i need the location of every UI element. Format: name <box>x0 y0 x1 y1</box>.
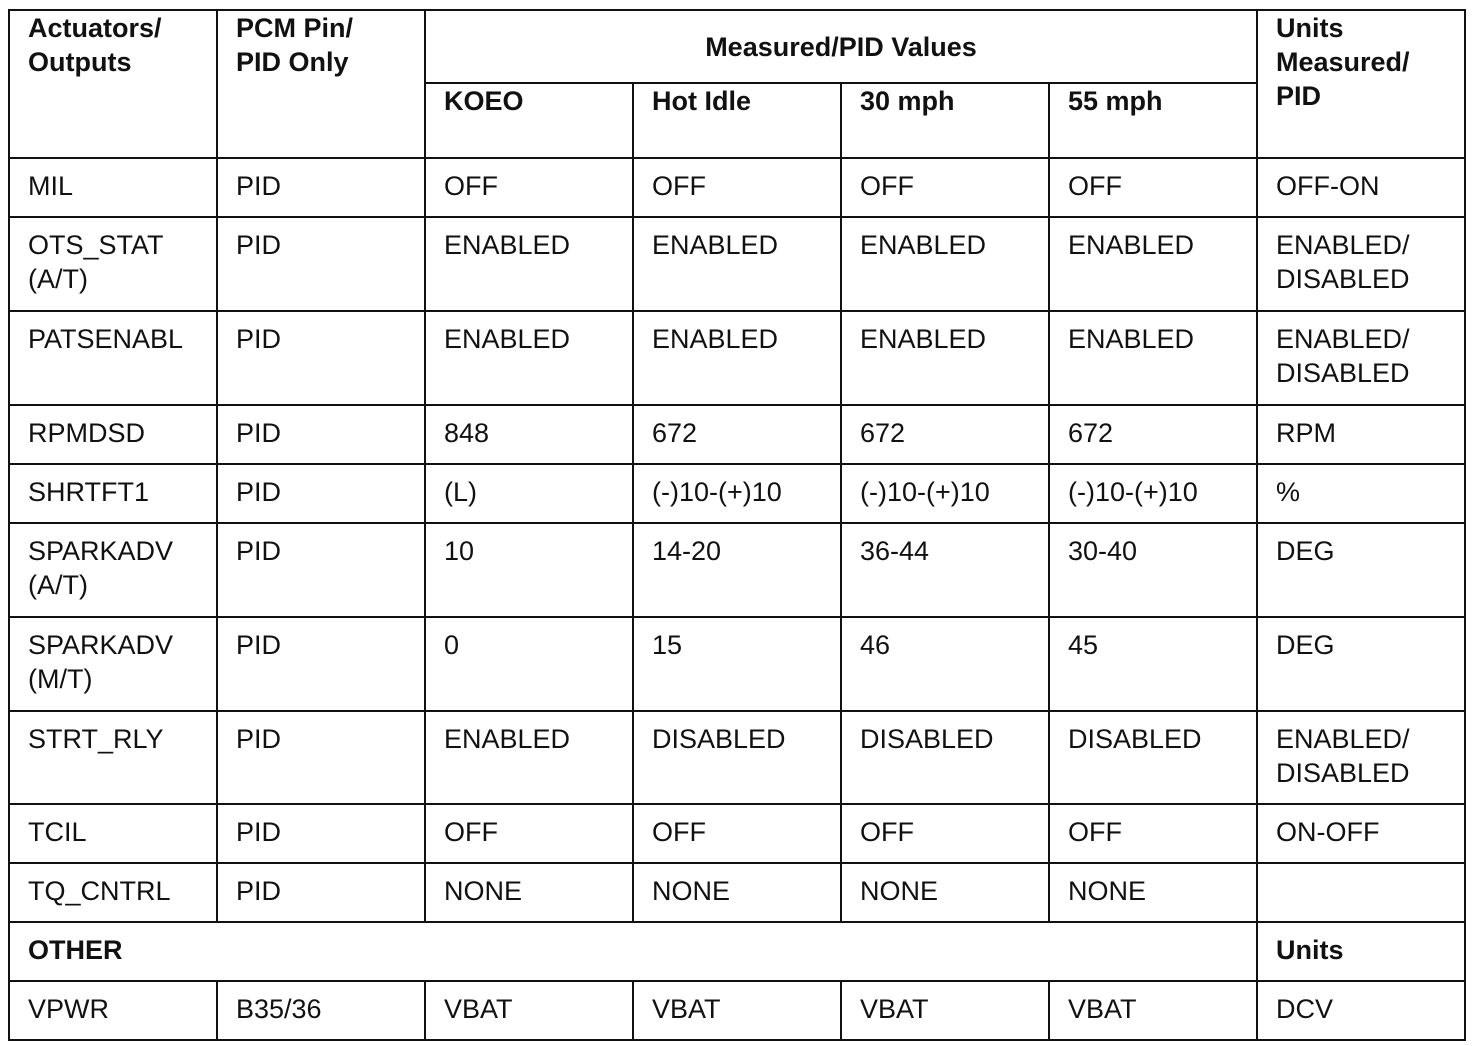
cell-30-mph <box>841 311 1049 405</box>
cell-units <box>1257 464 1465 523</box>
cell-koeo-line: OFF <box>444 171 498 201</box>
cell-55-mph <box>1049 981 1257 1040</box>
cell-units-line: ON-OFF <box>1276 817 1380 847</box>
cell-actuator-name-line: VPWR <box>28 994 109 1024</box>
cell-units-line: ENABLED/ <box>1276 230 1410 260</box>
cell-hot-idle <box>633 217 841 311</box>
cell-units-line: ENABLED/ <box>1276 724 1410 754</box>
other-section-units-label: Units <box>1257 922 1465 981</box>
table-row <box>9 405 1465 464</box>
table-row <box>9 217 1465 311</box>
cell-55-mph-line: 672 <box>1068 418 1114 448</box>
cell-hot-idle <box>633 804 841 863</box>
cell-hot-idle <box>633 464 841 523</box>
cell-55-mph <box>1049 464 1257 523</box>
cell-units-line: OFF-ON <box>1276 171 1380 201</box>
cell-koeo <box>425 464 633 523</box>
cell-actuator-name <box>9 311 217 405</box>
cell-hot-idle <box>633 311 841 405</box>
cell-hot-idle-line: DISABLED <box>652 724 786 754</box>
cell-actuator-name-line: TCIL <box>28 817 87 847</box>
cell-30-mph <box>841 617 1049 711</box>
cell-55-mph <box>1049 405 1257 464</box>
cell-hot-idle <box>633 405 841 464</box>
cell-55-mph-line: OFF <box>1068 817 1122 847</box>
cell-actuator-name-line: PATSENABL <box>28 324 184 354</box>
cell-pcm-pin: PID <box>217 617 425 711</box>
header-pcm-line-1: PCM Pin/ <box>236 13 354 43</box>
cell-hot-idle <box>633 863 841 922</box>
cell-30-mph <box>841 158 1049 217</box>
cell-units-line: ENABLED/ <box>1276 324 1410 354</box>
cell-30-mph <box>841 217 1049 311</box>
cell-55-mph <box>1049 311 1257 405</box>
table-row <box>9 863 1465 922</box>
header-pcm-pin <box>217 10 425 158</box>
cell-30-mph-line: NONE <box>860 876 939 906</box>
cell-actuator-name <box>9 804 217 863</box>
cell-30-mph-line: ENABLED <box>860 230 987 260</box>
cell-55-mph-line: DISABLED <box>1068 724 1202 754</box>
header-hot-idle: Hot Idle <box>633 83 841 158</box>
cell-30-mph <box>841 804 1049 863</box>
header-actuators-outputs <box>9 10 217 158</box>
cell-30-mph-line: 36-44 <box>860 536 930 566</box>
cell-actuator-name-line: (A/T) <box>28 264 88 294</box>
cell-actuator-name <box>9 711 217 804</box>
cell-units-line: DCV <box>1276 994 1334 1024</box>
cell-30-mph <box>841 711 1049 804</box>
cell-55-mph <box>1049 158 1257 217</box>
cell-actuator-name-line: (A/T) <box>28 570 88 600</box>
table-row <box>9 523 1465 617</box>
cell-55-mph-line: ENABLED <box>1068 324 1195 354</box>
cell-pcm-pin: PID <box>217 711 425 804</box>
cell-koeo-line: ENABLED <box>444 724 571 754</box>
cell-actuator-name-line: (M/T) <box>28 664 93 694</box>
other-section-label: OTHER <box>9 922 1257 981</box>
cell-30-mph-line: 46 <box>860 630 891 660</box>
cell-units-line: DISABLED <box>1276 264 1410 294</box>
header-55-mph: 55 mph <box>1049 83 1257 158</box>
cell-30-mph <box>841 863 1049 922</box>
cell-actuator-name-line: SHRTFT1 <box>28 477 150 507</box>
cell-55-mph <box>1049 617 1257 711</box>
cell-55-mph <box>1049 804 1257 863</box>
cell-30-mph <box>841 981 1049 1040</box>
cell-55-mph <box>1049 217 1257 311</box>
table-row <box>9 617 1465 711</box>
cell-actuator-name <box>9 863 217 922</box>
cell-hot-idle-line: 15 <box>652 630 683 660</box>
cell-pcm-pin: PID <box>217 523 425 617</box>
cell-actuator-name-line: STRT_RLY <box>28 724 164 754</box>
cell-koeo-line: VBAT <box>444 994 513 1024</box>
cell-hot-idle-line: 672 <box>652 418 698 448</box>
header-row-top <box>9 10 1465 83</box>
cell-pcm-pin: PID <box>217 863 425 922</box>
table-row <box>9 804 1465 863</box>
cell-actuator-name <box>9 617 217 711</box>
cell-55-mph-line: 45 <box>1068 630 1099 660</box>
cell-units-line: % <box>1276 477 1301 507</box>
header-actuators-line-2: Outputs <box>28 47 132 77</box>
cell-units-line: DEG <box>1276 536 1335 566</box>
cell-30-mph-line: ENABLED <box>860 324 987 354</box>
cell-units-line: DISABLED <box>1276 758 1410 788</box>
cell-actuator-name-line: TQ_CNTRL <box>28 876 171 906</box>
cell-55-mph-line: VBAT <box>1068 994 1137 1024</box>
cell-30-mph-line: DISABLED <box>860 724 994 754</box>
cell-units <box>1257 158 1465 217</box>
header-pcm-line-2: PID Only <box>236 47 349 77</box>
cell-hot-idle-line: NONE <box>652 876 731 906</box>
cell-koeo-line: ENABLED <box>444 230 571 260</box>
cell-koeo <box>425 617 633 711</box>
cell-koeo-line: 848 <box>444 418 490 448</box>
cell-hot-idle <box>633 158 841 217</box>
cell-hot-idle <box>633 981 841 1040</box>
cell-actuator-name <box>9 405 217 464</box>
cell-pcm-pin: B35/36 <box>217 981 425 1040</box>
cell-55-mph-line: OFF <box>1068 171 1122 201</box>
cell-koeo <box>425 311 633 405</box>
cell-actuator-name-line: RPMDSD <box>28 418 146 448</box>
cell-koeo <box>425 804 633 863</box>
header-units-measured-pid <box>1257 10 1465 158</box>
cell-actuator-name <box>9 217 217 311</box>
cell-units <box>1257 617 1465 711</box>
cell-55-mph <box>1049 711 1257 804</box>
cell-hot-idle <box>633 711 841 804</box>
cell-koeo <box>425 981 633 1040</box>
cell-units-line: RPM <box>1276 418 1336 448</box>
header-units-line-3: PID <box>1276 81 1322 111</box>
cell-actuator-name-line: OTS_STAT <box>28 230 164 260</box>
cell-actuator-name-line: SPARKADV <box>28 630 174 660</box>
cell-30-mph-line: (-)10-(+)10 <box>860 477 990 507</box>
table-row <box>9 311 1465 405</box>
cell-koeo <box>425 217 633 311</box>
cell-koeo <box>425 523 633 617</box>
cell-actuator-name <box>9 158 217 217</box>
cell-55-mph-line: ENABLED <box>1068 230 1195 260</box>
cell-pcm-pin: PID <box>217 464 425 523</box>
cell-units-line: DEG <box>1276 630 1335 660</box>
table-row <box>9 464 1465 523</box>
cell-hot-idle-line: VBAT <box>652 994 721 1024</box>
cell-units <box>1257 217 1465 311</box>
cell-koeo <box>425 158 633 217</box>
cell-hot-idle <box>633 617 841 711</box>
cell-55-mph <box>1049 523 1257 617</box>
header-30-mph: 30 mph <box>841 83 1049 158</box>
cell-hot-idle-line: ENABLED <box>652 230 779 260</box>
table-row <box>9 981 1465 1040</box>
pid-values-table <box>8 9 1466 1041</box>
cell-30-mph-line: 672 <box>860 418 906 448</box>
cell-units-line: DISABLED <box>1276 358 1410 388</box>
cell-actuator-name <box>9 523 217 617</box>
header-units-line-1: Units <box>1276 13 1344 43</box>
cell-koeo-line: 0 <box>444 630 460 660</box>
cell-units <box>1257 863 1465 922</box>
table-row <box>9 711 1465 804</box>
cell-55-mph-line: (-)10-(+)10 <box>1068 477 1198 507</box>
other-section-row <box>9 922 1465 981</box>
cell-55-mph-line: 30-40 <box>1068 536 1138 566</box>
cell-pcm-pin: PID <box>217 405 425 464</box>
table-row <box>9 158 1465 217</box>
cell-pcm-pin: PID <box>217 217 425 311</box>
cell-actuator-name <box>9 464 217 523</box>
cell-pcm-pin: PID <box>217 804 425 863</box>
cell-koeo-line: (L) <box>444 477 477 507</box>
cell-hot-idle-line: ENABLED <box>652 324 779 354</box>
header-koeo: KOEO <box>425 83 633 158</box>
cell-30-mph-line: OFF <box>860 171 914 201</box>
cell-actuator-name-line: MIL <box>28 171 74 201</box>
table-body <box>9 158 1465 1040</box>
cell-30-mph <box>841 464 1049 523</box>
cell-hot-idle <box>633 523 841 617</box>
cell-55-mph-line: NONE <box>1068 876 1147 906</box>
cell-30-mph-line: OFF <box>860 817 914 847</box>
cell-units <box>1257 711 1465 804</box>
cell-55-mph <box>1049 863 1257 922</box>
cell-koeo-line: ENABLED <box>444 324 571 354</box>
cell-units <box>1257 311 1465 405</box>
header-units-line-2: Measured/ <box>1276 47 1410 77</box>
cell-pcm-pin: PID <box>217 158 425 217</box>
cell-30-mph <box>841 405 1049 464</box>
cell-pcm-pin: PID <box>217 311 425 405</box>
cell-koeo <box>425 711 633 804</box>
cell-actuator-name-line: SPARKADV <box>28 536 174 566</box>
cell-30-mph <box>841 523 1049 617</box>
cell-actuator-name <box>9 981 217 1040</box>
cell-koeo <box>425 405 633 464</box>
cell-koeo-line: 10 <box>444 536 475 566</box>
cell-hot-idle-line: (-)10-(+)10 <box>652 477 782 507</box>
cell-hot-idle-line: 14-20 <box>652 536 722 566</box>
cell-koeo-line: OFF <box>444 817 498 847</box>
cell-units <box>1257 405 1465 464</box>
cell-units <box>1257 523 1465 617</box>
header-actuators-line-1: Actuators/ <box>28 13 162 43</box>
cell-hot-idle-line: OFF <box>652 171 706 201</box>
header-measured-pid-values: Measured/PID Values <box>425 10 1257 83</box>
cell-units <box>1257 804 1465 863</box>
cell-hot-idle-line: OFF <box>652 817 706 847</box>
cell-koeo <box>425 863 633 922</box>
cell-30-mph-line: VBAT <box>860 994 929 1024</box>
cell-units <box>1257 981 1465 1040</box>
cell-koeo-line: NONE <box>444 876 523 906</box>
